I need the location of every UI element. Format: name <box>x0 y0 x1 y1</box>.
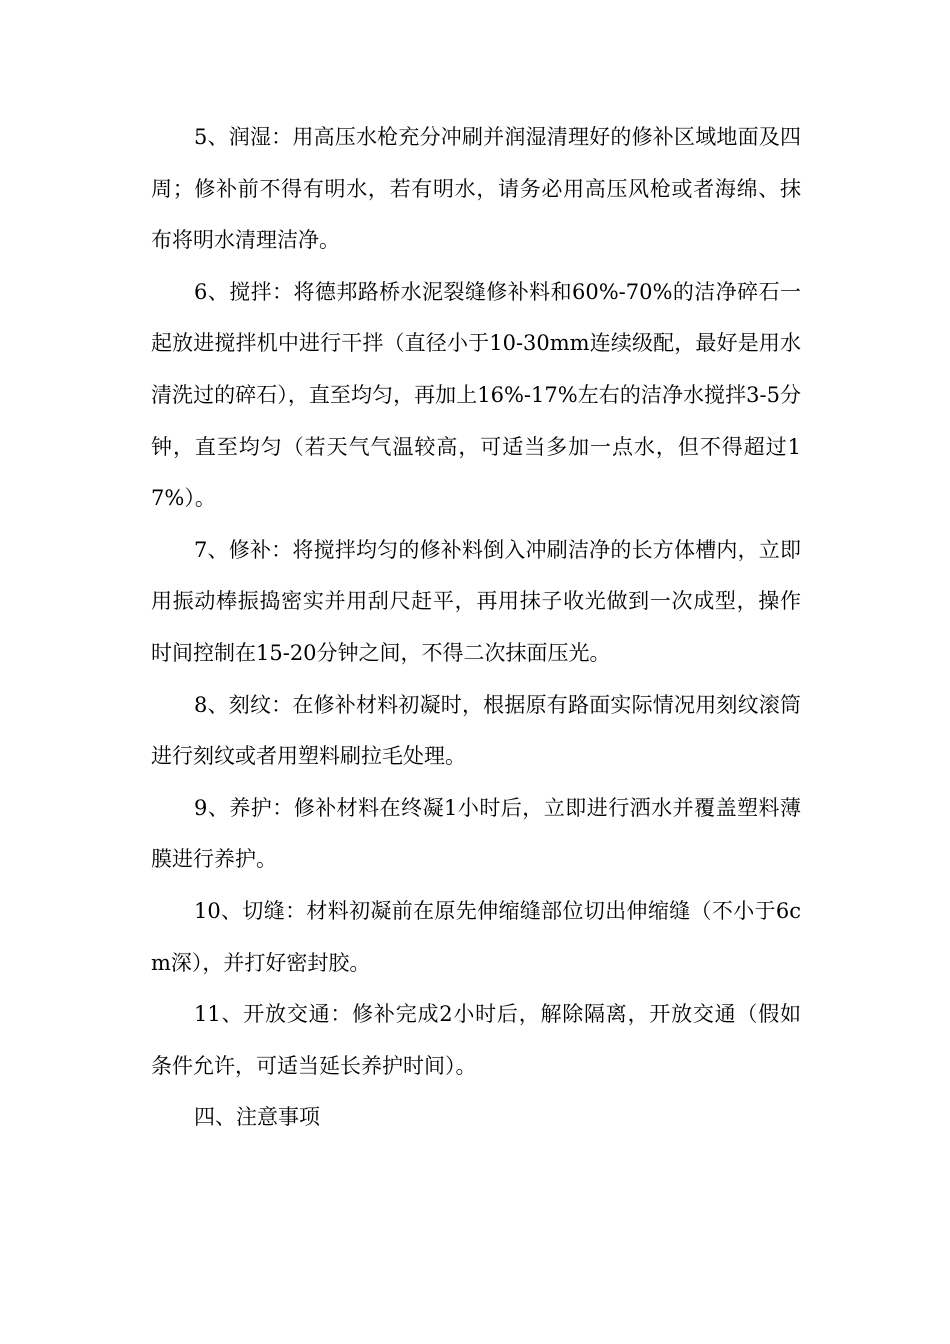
section-heading-precautions: 四、注意事项 <box>194 1105 320 1130</box>
step-6-mixing-paragraph: 6、搅拌：将德邦路桥水泥裂缝修补料和60%-70%的洁净碎石一起放进搅拌机中进行干拌（直径小于10-30mm连续级配，最好是用水清洗过的碎石），直至均匀，再加上16%-17%左右的洁净水搅拌3-5分钟，直至均匀（若天气气温较高，可适当多加一点水，但不得超过17%）。 <box>151 279 801 511</box>
step-11-open-traffic-paragraph: 11、开放交通：修补完成2小时后，解除隔离，开放交通（假如条件允许，可适当延长养护时间）。 <box>151 1002 801 1078</box>
step-5-wetting-paragraph: 5、润湿：用高压水枪充分冲刷并润湿清理好的修补区域地面及四周；修补前不得有明水，若有明水，请务必用高压风枪或者海绵、抹布将明水清理洁净。 <box>151 125 801 253</box>
step-7-repair-paragraph: 7、修补：将搅拌均匀的修补料倒入冲刷洁净的长方体槽内，立即用振动棒振捣密实并用刮尺赶平，再用抹子收光做到一次成型，操作时间控制在15-20分钟之间，不得二次抹面压光。 <box>151 537 801 665</box>
document-body <box>151 112 801 1144</box>
step-8-texturing-paragraph: 8、刻纹：在修补材料初凝时，根据原有路面实际情况用刻纹滚筒进行刻纹或者用塑料刷拉毛处理。 <box>151 692 801 769</box>
step-10-joint-cutting-paragraph: 10、切缝：材料初凝前在原先伸缩缝部位切出伸缩缝（不小于6cm深），并打好密封胶。 <box>151 898 801 975</box>
step-9-curing-paragraph: 9、养护：修补材料在终凝1小时后，立即进行洒水并覆盖塑料薄膜进行养护。 <box>151 795 801 872</box>
